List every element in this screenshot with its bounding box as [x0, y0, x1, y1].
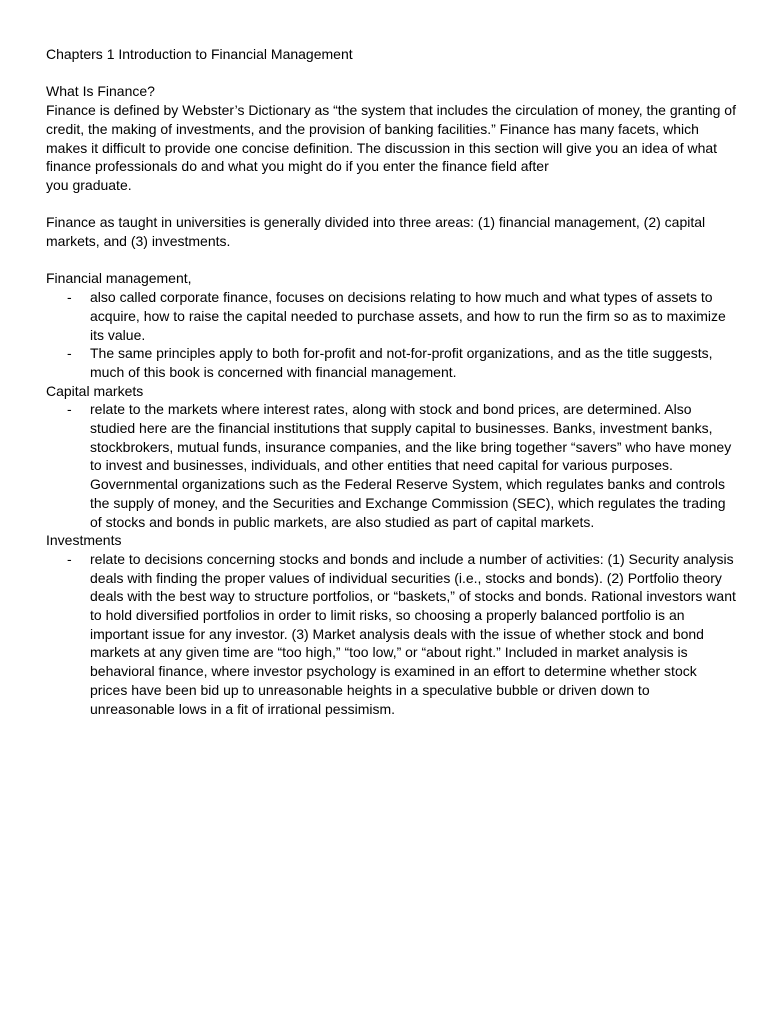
list-item — [46, 288, 736, 344]
list-item — [46, 344, 736, 381]
dash-bullet: - — [67, 289, 72, 306]
dash-bullet: - — [67, 345, 72, 362]
blank-line — [46, 64, 736, 83]
list-item — [46, 550, 736, 718]
document-title: Chapters 1 Introduction to Financial Management — [46, 46, 353, 62]
blank-line — [46, 195, 736, 214]
dash-bullet: - — [67, 550, 72, 567]
section-heading-what-is-finance: What Is Finance? — [46, 83, 155, 100]
three-areas-paragraph: Finance as taught in universities is generally divided into three areas: (1) financial management, (2) capital markets, and (3) investments. — [46, 214, 706, 249]
list-item-text: The same principles apply to both for-profit and not-for-profit organizations, and as the title suggests, much of this book is concerned with financial management. — [90, 345, 713, 380]
section-heading-financial-management: Financial management, — [46, 270, 192, 287]
blank-line — [46, 251, 736, 270]
list-item-text: relate to decisions concerning stocks and bonds and include a number of activities: (1) Security analysis deals with finding the proper values of individual securities (i.e., stocks and bonds). (2) Portfolio theory deals with the best way to structure portfolios, or “baskets,” of stocks and bonds. Rational investors want to hold diversified portfolios in order to limit risks, so choosing a properly balanced portfolio is an important issue for any investor. (3) Market analysis deals with the issue of whether stock and bond markets at any given time are “too high,” “too low,” or “about right.” Included in market analysis is behavioral finance, where investor psychology is examined in an effort to determine whether stock prices have been bid up to unreasonable heights in a speculative bubble or driven down to unreasonable lows in a fit of irrational pessimism. — [90, 550, 736, 717]
what-is-finance-paragraph — [46, 101, 736, 195]
list-item-text: also called corporate finance, focuses on decisions relating to how much and what types of assets to acquire, how to raise the capital needed to purchase assets, and how to run the firm so as to maximize its value. — [90, 289, 726, 343]
what-is-finance-text: Finance is defined by Webster’s Dictionary as “the system that includes the circulation of money, the granting of credit, the making of investments, and the provision of banking facilities.” Finance has many facets, which makes it difficult to provide one concise definition. The discussion in this section will give you an idea of what finance professionals do and what you might do if you enter the finance field after — [46, 102, 736, 175]
section-heading-investments: Investments — [46, 532, 122, 549]
list-item — [46, 400, 736, 531]
section-heading-capital-markets: Capital markets — [46, 382, 144, 399]
list-item-text: relate to the markets where interest rates, along with stock and bond prices, are determined. Also studied here are the financial institutions that supply capital to businesses. Banks, investment banks, stockbrokers, mutual funds, insurance companies, and the like bring together “savers” who have money to invest and businesses, individuals, and other entities that need capital for various purposes. Governmental organizations such as the Federal Reserve System, which regulates banks and controls the supply of money, and the Securities and Exchange Commission (SEC), which regulates the trading of stocks and bonds in public markets, are also studied as part of capital markets. — [90, 401, 732, 530]
document-page — [46, 45, 736, 718]
financial-management-list — [46, 288, 736, 382]
what-is-finance-text-end: you graduate. — [46, 176, 132, 193]
dash-bullet: - — [67, 401, 72, 418]
investments-list — [46, 550, 736, 718]
capital-markets-list — [46, 400, 736, 531]
